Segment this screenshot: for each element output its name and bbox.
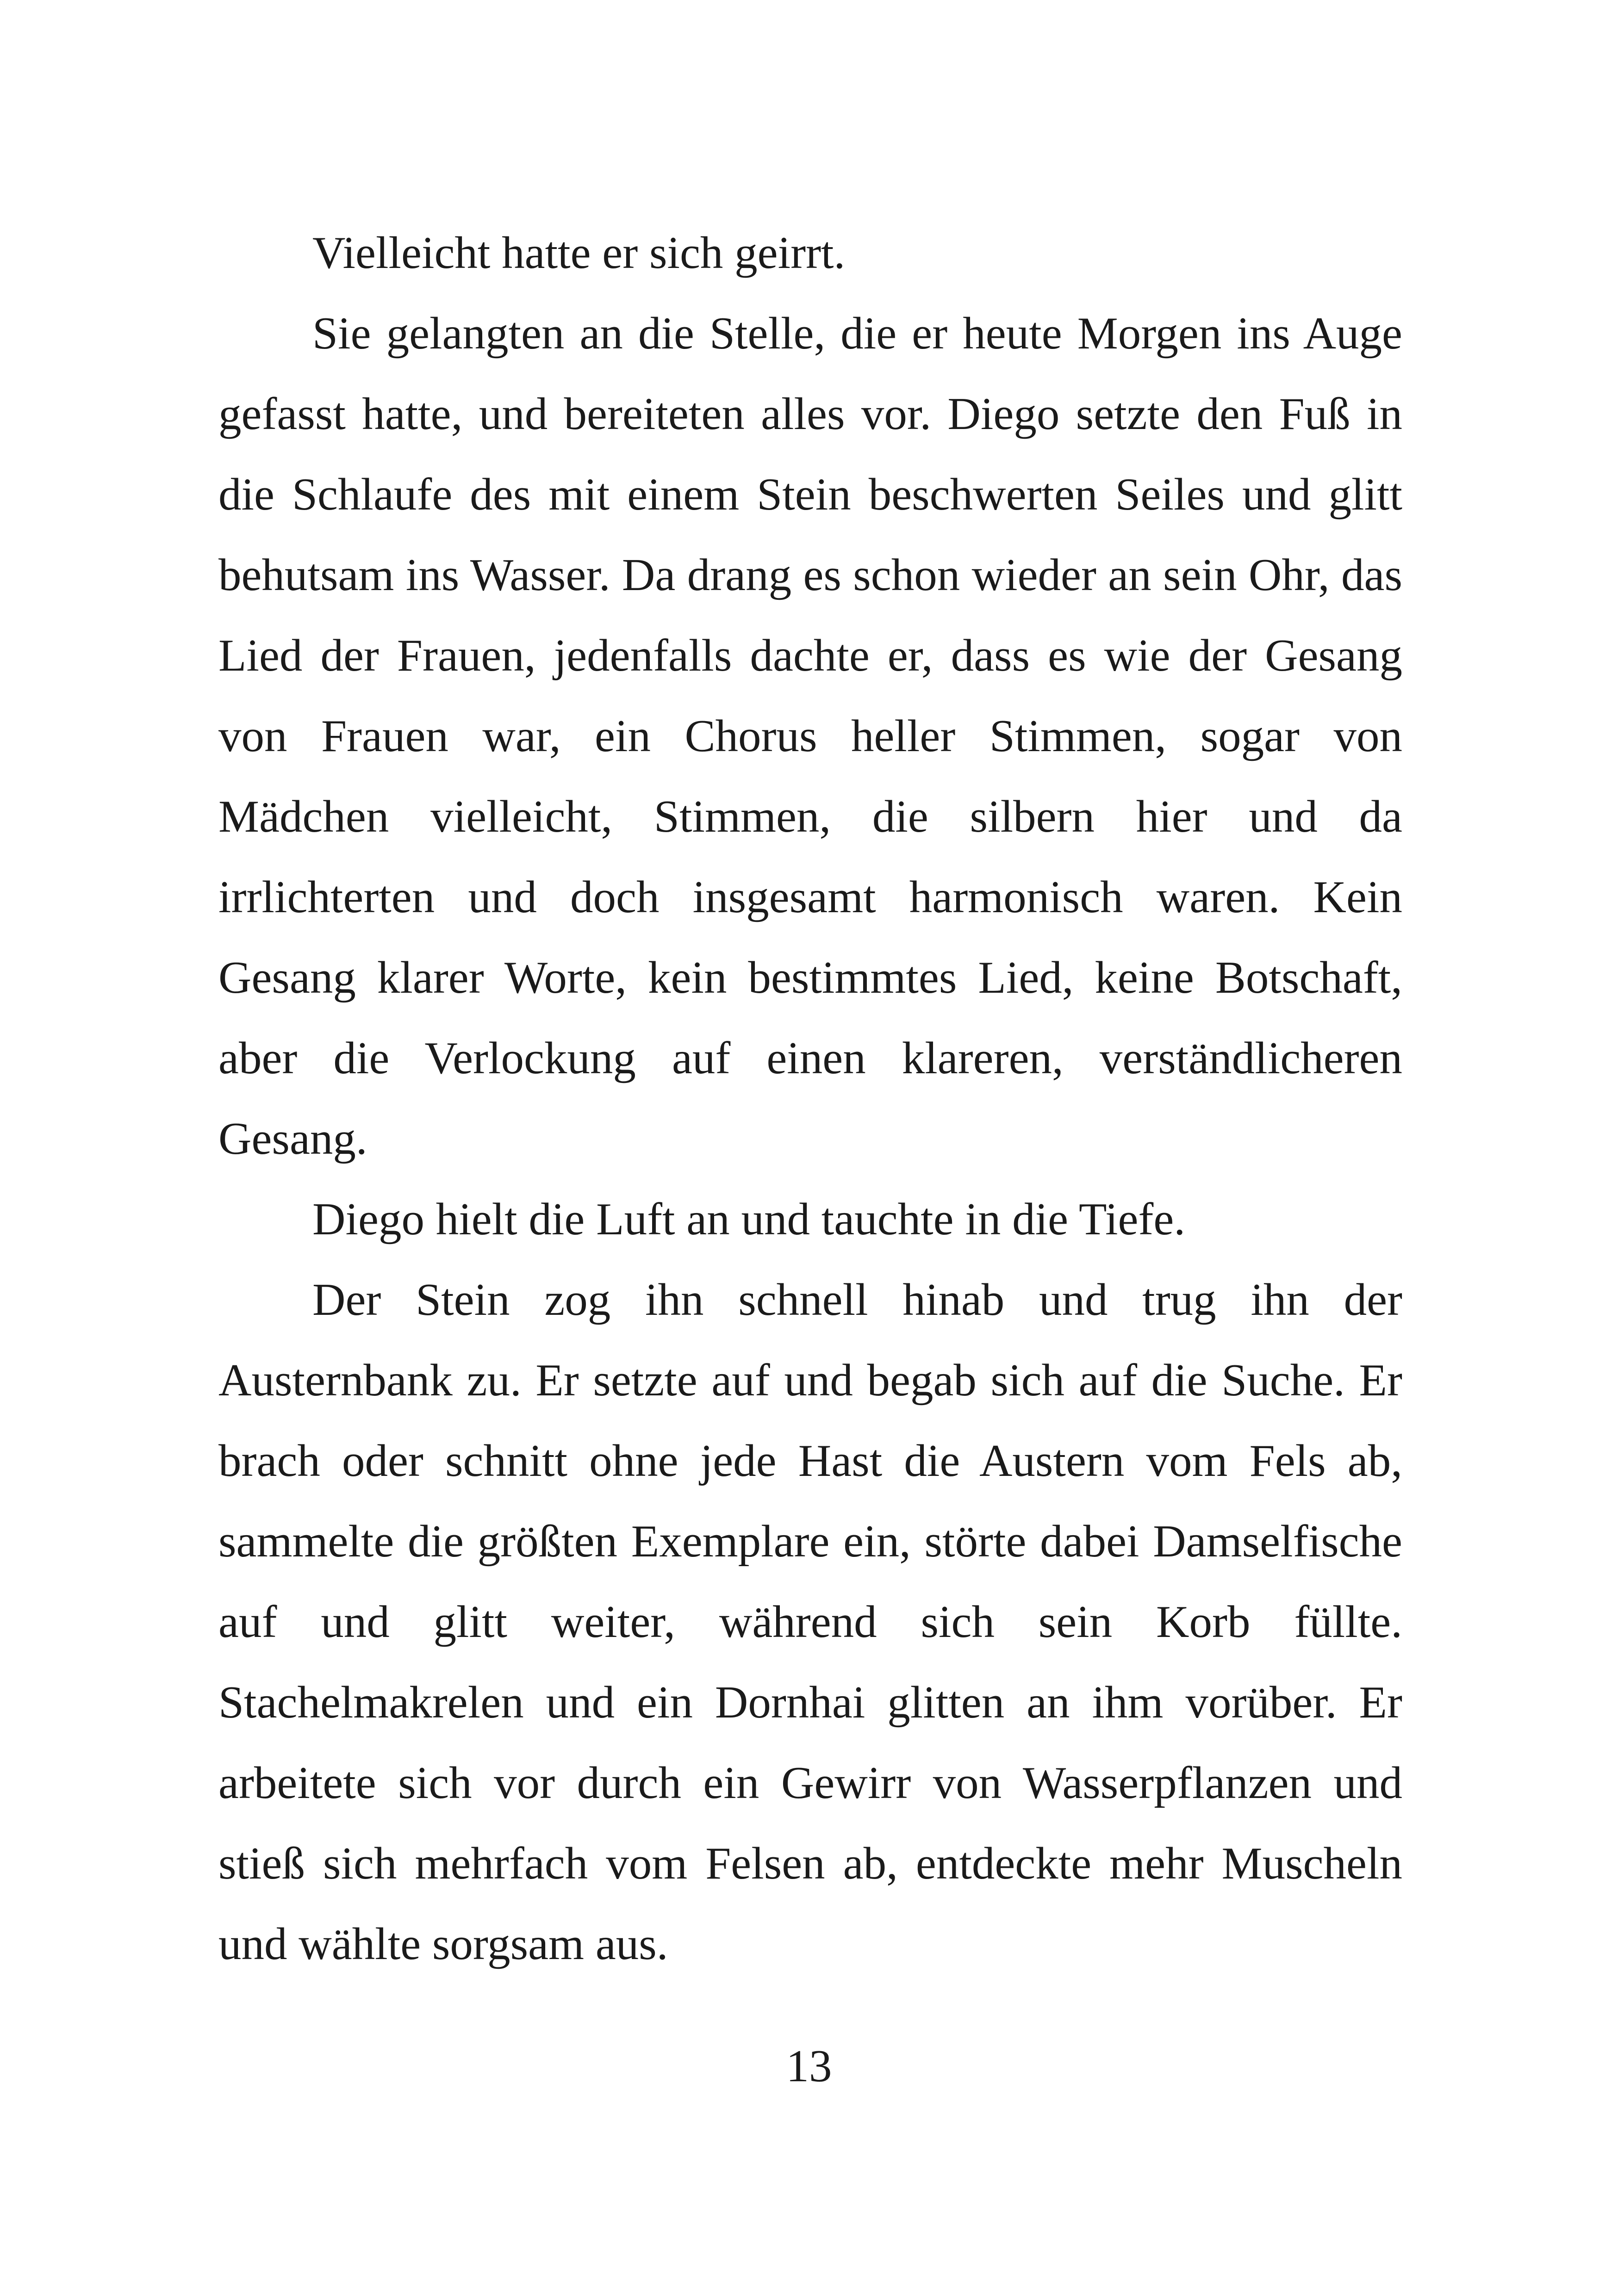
paragraph-3: Diego hielt die Luft an und tauchte in die Tiefe. [312,1194,1186,1244]
page-number: 13 [786,2041,832,2091]
paragraph-1: Vielleicht hatte er sich geirrt. [312,228,846,278]
body-text [218,213,1402,1985]
paragraph-2: Sie gelangten an die Stelle, die er heute Morgen ins Auge gefasst hatte, und bereiteten alles vor. Diego setzte den Fuß in die Schlaufe des mit einem Stein beschwerten Seiles und glitt behutsam ins Wasser. Da drang es schon wieder an sein Ohr, das Lied der Frauen, jedenfalls dachte er, dass es wie der Gesang von Frauen war, ein Chorus heller Stimmen, sogar von Mädchen vielleicht, Stimmen, die silbern hier und da irrlichterten und doch insgesamt harmonisch waren. Kein Gesang klarer Worte, kein bestimmtes Lied, keine Botschaft, aber die Verlockung auf einen klareren, verständlicheren Gesang. [218,308,1402,1164]
paragraph-4: Der Stein zog ihn schnell hinab und trug ihn der Austernbank zu. Er setzte auf und begab sich auf die Suche. Er brach oder schnitt ohne jede Hast die Austern vom Fels ab, sammelte die größten Exemplare ein, störte dabei Damselfische auf und glitt weiter, während sich sein Korb füllte. Stachelmakrelen und ein Dornhai glitten an ihm vorüber. Er arbeitete sich vor durch ein Gewirr von Wasserpflanzen und stieß sich mehrfach vom Felsen ab, entdeckte mehr Muscheln und wählte sorgsam aus. [218,1275,1402,1969]
